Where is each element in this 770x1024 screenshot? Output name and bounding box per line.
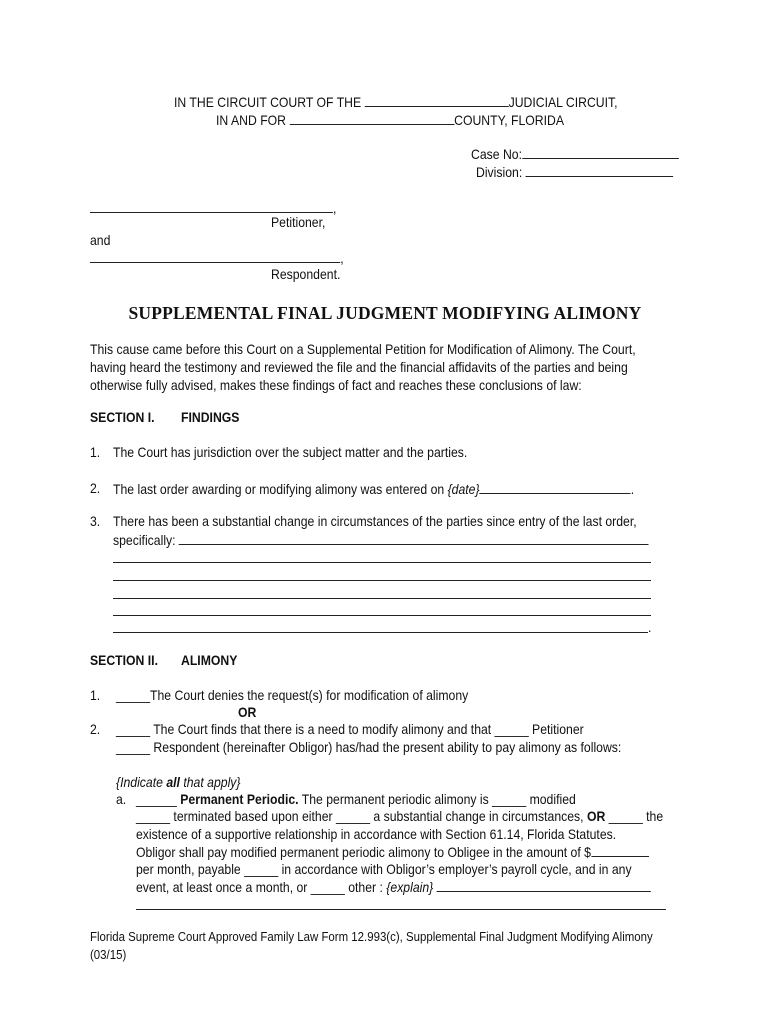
court-prefix: IN THE CIRCUIT COURT OF THE [174, 95, 362, 110]
supportive-blank[interactable]: _____ [608, 809, 643, 824]
intro-line: otherwise fully advised, makes these findings of fact and reaches these conclusions of law: [90, 378, 582, 393]
case-no-line [471, 146, 679, 163]
subitem-letter: a. [116, 792, 127, 807]
period: . [630, 482, 635, 497]
other-blank[interactable]: _____ [310, 880, 345, 895]
indicate-instruction [116, 775, 240, 791]
county-blank[interactable] [289, 112, 454, 125]
circuit-blank[interactable] [365, 94, 509, 107]
petitioner-blank[interactable] [90, 200, 333, 213]
comma: , [340, 251, 344, 266]
item-number: 1. [90, 688, 101, 703]
period: . [648, 620, 652, 635]
blank-line[interactable] [113, 580, 651, 581]
indicate-post: that apply} [179, 775, 241, 790]
division-line [476, 164, 673, 181]
document-title: SUPPLEMENTAL FINAL JUDGMENT MODIFYING ALIMONY [128, 303, 642, 323]
section-1-heading: FINDINGS [181, 410, 240, 425]
text: modified [526, 792, 576, 807]
permanent-periodic-heading: Permanent Periodic. [180, 792, 299, 807]
footer-date: (03/15) [90, 947, 127, 962]
change-blank[interactable]: _____ [335, 809, 371, 824]
terminated-blank[interactable]: _____ [136, 809, 171, 824]
text: Obligor shall pay modified permanent periodic alimony to Obligee in the amount of $ [136, 845, 591, 860]
explain-placeholder: {explain} [386, 880, 434, 895]
item-text: The Court denies the request(s) for modification of alimony [150, 688, 469, 703]
blank-line[interactable] [113, 632, 648, 633]
alimony-item-1 [116, 688, 468, 704]
text: The permanent periodic alimony is [298, 792, 493, 807]
specifically-blank[interactable] [179, 532, 649, 545]
check-blank[interactable]: _____ [116, 722, 151, 737]
section-1-number: SECTION I. [90, 410, 155, 425]
item-text: The Court finds that there is a need to modify alimony and that [150, 722, 495, 737]
section-2-heading: ALIMONY [181, 653, 238, 668]
section-2-number: SECTION II. [90, 653, 158, 668]
item-number: 2. [90, 481, 101, 496]
county-suffix: COUNTY, FLORIDA [454, 113, 565, 128]
item-number: 2. [90, 722, 101, 737]
item-number: 1. [90, 445, 101, 460]
text: event, at least once a month, or [136, 880, 311, 895]
respondent-check-blank[interactable]: _____ [116, 740, 151, 755]
blank-line[interactable] [113, 562, 651, 563]
payroll-blank[interactable]: _____ [244, 862, 279, 877]
text: a substantial change in circumstances, [370, 809, 587, 824]
footer-form-id: Florida Supreme Court Approved Family Law Form 12.993(c), Supplemental Final Judgment Modifying Alimony [90, 929, 653, 944]
petitioner-label: Petitioner, [271, 215, 326, 230]
county-line [216, 112, 564, 129]
alimony-item-2 [116, 722, 584, 738]
permanent-periodic-line-4 [136, 844, 649, 861]
and-label: and [90, 233, 111, 248]
explain-blank[interactable] [437, 879, 651, 892]
permanent-periodic-line-1 [136, 792, 576, 808]
permanent-periodic-line-2 [136, 809, 663, 825]
petitioner-option: Petitioner [528, 722, 584, 737]
court-suffix: JUDICIAL CIRCUIT, [508, 95, 618, 110]
indicate-bold: all [166, 775, 180, 790]
respondent-label: Respondent. [271, 267, 341, 282]
indicate-pre: {Indicate [116, 775, 167, 790]
case-no-blank[interactable] [522, 146, 679, 159]
finding-3: There has been a substantial change in circumstances of the parties since entry of the last order, [113, 514, 637, 529]
comma: , [333, 201, 337, 216]
or-label: OR [238, 705, 257, 720]
petitioner-check-blank[interactable]: _____ [494, 722, 529, 737]
check-blank[interactable]: _____ [116, 688, 151, 703]
respondent-name-line [90, 250, 344, 267]
text: other : [344, 880, 387, 895]
respondent-blank[interactable] [90, 250, 340, 263]
permanent-periodic-line-6 [136, 879, 651, 896]
modified-blank[interactable]: _____ [492, 792, 527, 807]
specifically-label: specifically: [113, 533, 179, 548]
amount-blank[interactable] [591, 844, 649, 857]
blank-line[interactable] [136, 909, 666, 910]
or-label: OR [586, 809, 606, 824]
court-line [174, 94, 618, 111]
division-label: Division: [476, 165, 523, 180]
case-no-label: Case No: [471, 147, 523, 162]
text: in accordance with Obligor’s employer’s payroll cycle, and in any [278, 862, 632, 877]
finding-2 [113, 481, 634, 498]
intro-line: This cause came before this Court on a Supplemental Petition for Modification of Alimony. The Court, [90, 342, 636, 357]
blank-line[interactable] [113, 598, 651, 599]
item-text: Respondent (hereinafter Obligor) has/had the present ability to pay alimony as follows: [150, 740, 622, 755]
division-blank[interactable] [526, 164, 674, 177]
item-number: 3. [90, 514, 101, 529]
permanent-periodic-line-3: existence of a supportive relationship in accordance with Section 61.14, Florida Statutes. [136, 827, 617, 842]
alimony-item-2-cont [116, 740, 621, 756]
permanent-periodic-line-5 [136, 862, 632, 878]
county-prefix: IN AND FOR [216, 113, 287, 128]
date-blank[interactable] [480, 481, 631, 494]
check-blank[interactable]: ______ [136, 792, 177, 807]
text: the [642, 809, 664, 824]
text: terminated based upon either [170, 809, 336, 824]
text: per month, payable [136, 862, 245, 877]
finding-2-text: The last order awarding or modifying alimony was entered on [113, 482, 448, 497]
date-placeholder: {date} [447, 482, 480, 497]
blank-line[interactable] [113, 615, 651, 616]
intro-line: having heard the testimony and reviewed the file and the financial affidavits of the parties and being [90, 360, 628, 375]
specifically-line [113, 532, 649, 549]
finding-1: The Court has jurisdiction over the subject matter and the parties. [113, 445, 468, 460]
